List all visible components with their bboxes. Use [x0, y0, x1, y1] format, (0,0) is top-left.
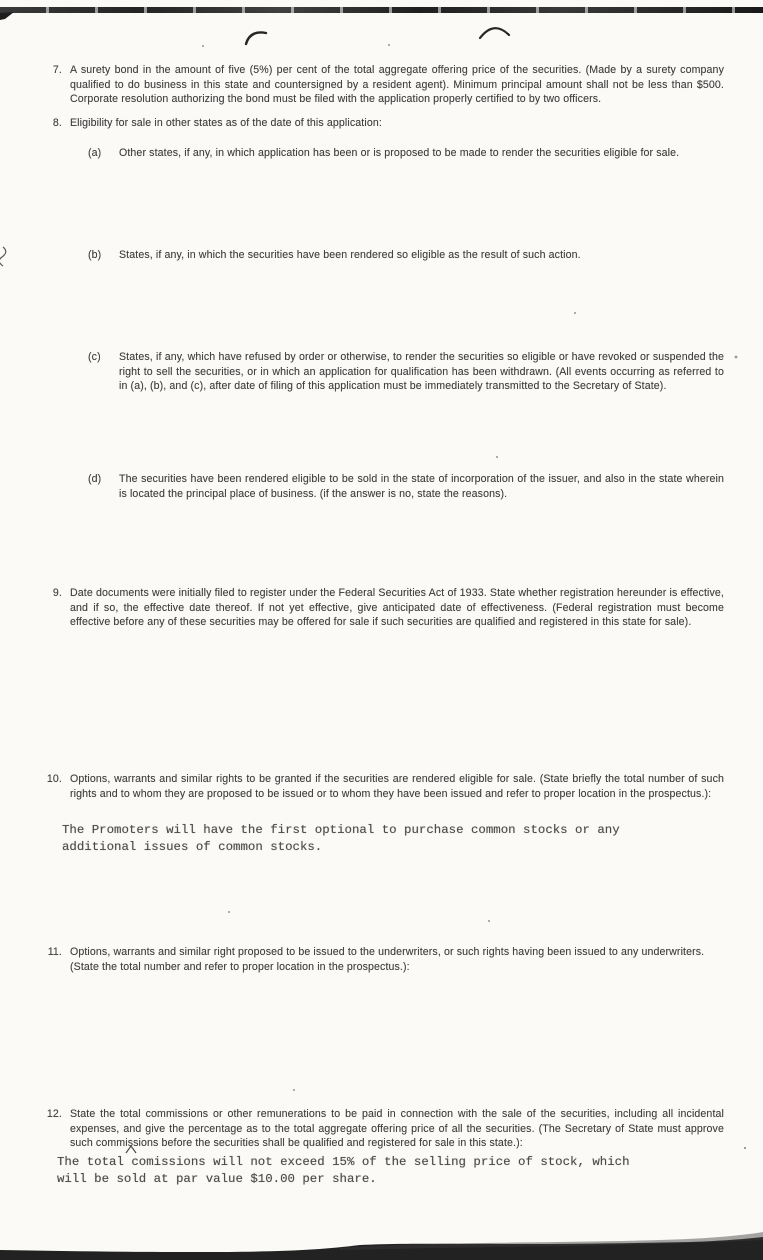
item-12-text: State the total commissions or other remunerations to be paid in connection with the sale of the securities, including all incidental expenses, and give the percentage as to the total aggregate offering price of all the securities. (The Secretary of State must approve such commissions before the securities shall be qualified and registered for sale in this state.): — [70, 1108, 724, 1150]
item-12-number: 12. — [46, 1108, 62, 1120]
form-item-8b — [88, 248, 690, 263]
item-7-text: A surety bond in the amount of five (5%) per cent of the total aggregate offering price of the securities. (Made by a surety company qualified to do business in this state and countersigned by a resident agent). Minimum principal amount shall not be less than $500. Corporate resolution authorizing the bond must be filed with the application properly certified to by two officers. — [70, 64, 724, 106]
pen-mark-right — [480, 28, 509, 38]
scan-edge-bottom — [0, 1237, 763, 1260]
item-8-text: Eligibility for sale in other states as of the date of this application: — [70, 117, 382, 129]
item-8b-text: States, if any, in which the securities have been rendered so eligible as the result of such action. — [119, 249, 581, 261]
item-7-number: 7. — [52, 64, 62, 76]
item-10-typed-answer — [62, 822, 620, 856]
item-10-text: Options, warrants and similar rights to be granted if the securities are rendered eligible for sale. (State briefly the total number of such rights and to whom they are proposed to be issued or to whom they have been issued and refer to proper location in the prospectus.): — [70, 773, 724, 800]
scan-edge-top — [0, 7, 763, 13]
form-item-8c — [88, 350, 724, 394]
form-item-12 — [36, 1107, 724, 1151]
form-item-8 — [36, 116, 724, 131]
margin-squiggle-mark — [0, 247, 6, 266]
form-item-9 — [36, 586, 724, 630]
form-item-10 — [36, 772, 724, 801]
item-8-number: 8. — [52, 117, 62, 129]
pen-mark-left — [246, 32, 266, 44]
item-9-number: 9. — [52, 587, 62, 599]
form-item-11 — [36, 945, 724, 974]
item-8c-text: States, if any, which have refused by order or otherwise, to render the securities so eligible or have revoked or suspended the right to sell the securities, or in which an application for qualification has been withdrawn. (All events occurring as referred to in (a), (b), and (c), after date of filing of this application must be immediately transmitted to the Secretary of State). — [119, 351, 724, 393]
item-11-number: 11. — [47, 946, 62, 958]
scan-edge-bottom-fuzz — [340, 1232, 763, 1250]
item-10-number: 10. — [46, 773, 62, 785]
form-item-8d — [88, 472, 724, 501]
item-8b-label: (b) — [88, 249, 102, 261]
item-10-answer-line-2: additional issues of common stocks. — [62, 840, 323, 854]
item-10-answer-line-1: The Promoters will have the first optional to purchase common stocks or any — [62, 823, 620, 837]
item-9-text: Date documents were initially filed to register under the Federal Securities Act of 1933. State whether registration hereunder is effective, and if so, the effective date thereof. If not yet effective, give anticipated date of effectiveness. (Federal registration must become effective before any of these securities may be offered for sale if such securities are qualified and registered in this state for sale). — [70, 587, 724, 629]
form-item-7 — [36, 63, 724, 107]
item-12-answer-line-2: will be sold at par value $10.00 per share. — [57, 1172, 377, 1186]
item-12-answer-line-1: The total comissions will not exceed 15% of the selling price of stock, which — [57, 1155, 630, 1169]
item-11-text: Options, warrants and similar right proposed to be issued to the underwriters, or such rights having been issued to any underwriters. (State the total number and refer to proper location in the prospectus.): — [70, 946, 705, 973]
item-8d-label: (d) — [88, 473, 102, 485]
item-8a-label: (a) — [88, 147, 102, 159]
item-8a-text: Other states, if any, in which application has been or is proposed to be made to render the securities eligible for sale. — [119, 147, 680, 159]
corner-hook-mark — [0, 12, 14, 20]
item-8c-label: (c) — [88, 351, 101, 363]
item-12-typed-answer — [57, 1154, 630, 1188]
form-item-8a — [88, 146, 690, 161]
item-8d-text: The securities have been rendered eligible to be sold in the state of incorporation of the issuer, and also in the state wherein is located the principal place of business. (if the answer is no, state the reasons). — [119, 473, 724, 500]
